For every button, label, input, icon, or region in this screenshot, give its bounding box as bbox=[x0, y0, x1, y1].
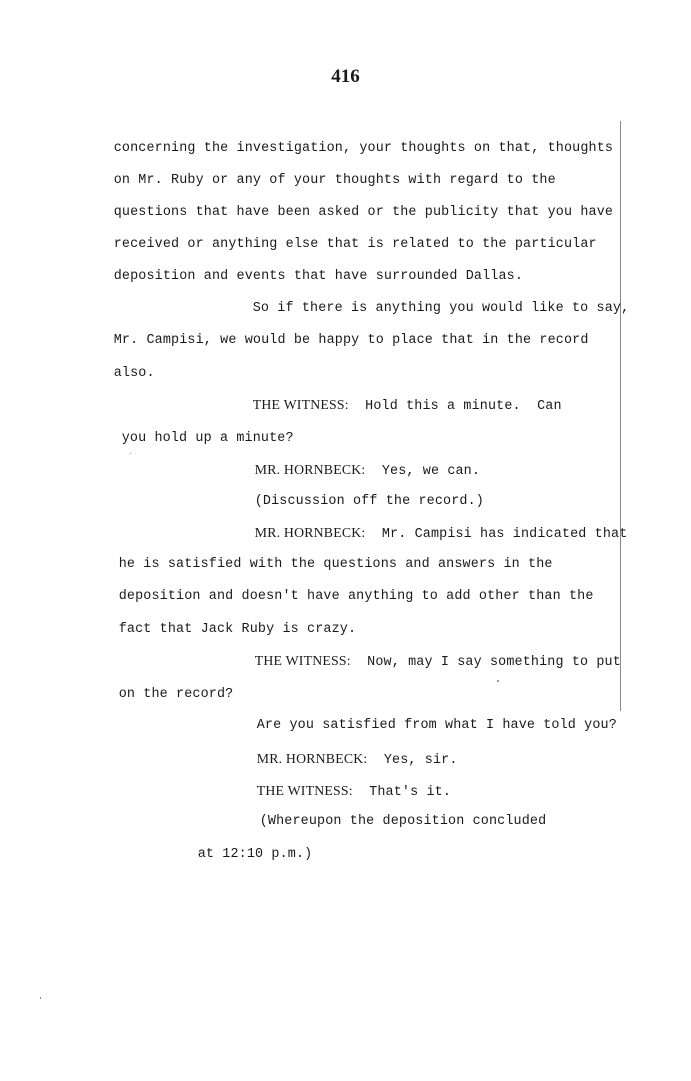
speaker-label: THE WITNESS: bbox=[256, 783, 353, 798]
transcript-line bbox=[81, 317, 589, 365]
line-text: That's it. bbox=[369, 785, 452, 800]
line-text: concerning the investigation, your thoughts on that, thoughts bbox=[113, 141, 614, 156]
line-text: Yes, sir. bbox=[383, 753, 458, 768]
line-text: received or anything else that is related to the particular bbox=[113, 237, 597, 252]
line-text: fact that Jack Ruby is crazy. bbox=[118, 622, 357, 637]
line-text: he is satisfied with the questions and answers in the bbox=[118, 557, 553, 572]
transcript-line bbox=[81, 350, 155, 398]
line-text: questions that have been asked or the publicity that you have bbox=[113, 205, 614, 220]
transcript-line bbox=[222, 637, 621, 687]
line-text: So if there is anything you would like to say, bbox=[252, 301, 630, 316]
line-text: at 12:10 p.m.) bbox=[197, 847, 313, 862]
speaker-label: THE WITNESS: bbox=[254, 653, 351, 668]
speaker-label: MR. HORNBECK: bbox=[254, 525, 366, 540]
line-text: Yes, we can. bbox=[381, 464, 481, 479]
speaker-label: MR. HORNBECK: bbox=[254, 462, 366, 477]
line-text: Hold this a minute. Can bbox=[365, 399, 562, 414]
line-text: (Discussion off the record.) bbox=[254, 494, 484, 509]
line-text: you hold up a minute? bbox=[121, 431, 294, 446]
transcript-line bbox=[165, 831, 312, 879]
scan-speck bbox=[130, 453, 131, 454]
speaker-label: THE WITNESS: bbox=[252, 397, 349, 412]
line-text: (Whereupon the deposition concluded bbox=[259, 814, 547, 829]
line-text: on Mr. Ruby or any of your thoughts with regard to the bbox=[113, 173, 556, 188]
line-text: Now, may I say something to put bbox=[367, 655, 621, 670]
speaker-label: MR. HORNBECK: bbox=[256, 751, 368, 766]
line-text: deposition and events that have surrounded Dallas. bbox=[113, 269, 524, 284]
page-number: 416 bbox=[331, 66, 360, 87]
line-text: Mr. Campisi, we would be happy to place that in the record bbox=[113, 333, 589, 348]
line-text: on the record? bbox=[118, 687, 234, 702]
scan-speck bbox=[40, 997, 41, 999]
line-text: Mr. Campisi has indicated that bbox=[381, 527, 628, 542]
line-text: deposition and doesn't have anything to add other than the bbox=[118, 589, 594, 604]
transcript-line bbox=[86, 671, 233, 719]
line-text: Are you satisfied from what I have told you? bbox=[256, 718, 617, 733]
line-text: also. bbox=[113, 366, 155, 381]
scan-speck bbox=[497, 680, 499, 682]
margin-rule bbox=[620, 121, 621, 711]
